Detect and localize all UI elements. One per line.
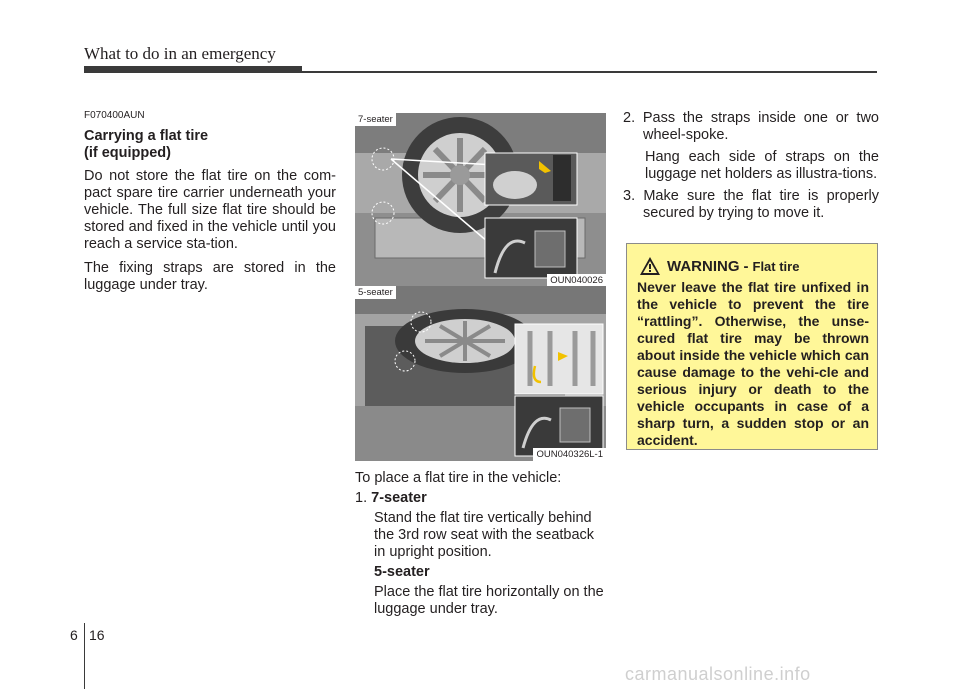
heading-line-1: Carrying a flat tire xyxy=(84,128,209,144)
figure-5-seater-illustration xyxy=(355,286,606,461)
section-code: F070400AUN xyxy=(84,110,145,121)
step-2: 2. Pass the straps inside one or two wheel-spoke. xyxy=(623,110,879,143)
warning-subject: Flat tire xyxy=(752,258,800,274)
footer-rule xyxy=(84,623,85,689)
warning-header xyxy=(639,256,869,276)
step-1b-title: 5-seater xyxy=(374,564,430,580)
step-1-heading xyxy=(355,490,607,507)
watermark: carmanualsonline.info xyxy=(625,664,811,684)
warning-box xyxy=(626,243,878,450)
section-heading xyxy=(84,128,336,162)
instructions-intro: To place a flat tire in the vehicle: xyxy=(355,470,562,486)
middle-column xyxy=(355,470,607,621)
warning-title xyxy=(667,258,799,275)
figure-2-code: OUN040326L-1 xyxy=(533,448,606,461)
paragraph-1: Do not store the flat tire on the com-pact spare tire carrier underneath your vehicle. The full size flat tire should be stored and fixed in the vehicle until you reach a service sta-tion. xyxy=(84,168,336,252)
step-2-sub: Hang each side of straps on the luggage net holders as illustra-tions. xyxy=(645,149,879,182)
paragraph-2: The fixing straps are stored in the luggage under tray. xyxy=(84,260,336,293)
figure-1-code: OUN040026 xyxy=(547,274,606,287)
figure-7-seater xyxy=(355,113,606,287)
warning-dash: - xyxy=(743,257,749,275)
figure-1-label: 7-seater xyxy=(355,113,396,126)
chapter-number: 6 xyxy=(70,627,78,643)
step-1-title: 7-seater xyxy=(371,490,427,506)
step-3: 3. Make sure the flat tire is properly secured by trying to move it. xyxy=(623,188,879,221)
page-number: 16 xyxy=(89,627,105,643)
right-column xyxy=(623,110,879,227)
page-header-title: What to do in an emergency xyxy=(84,44,276,63)
step-1-text: Stand the flat tire vertically behind the 3rd row seat with the seatback in upright position. xyxy=(374,510,595,560)
warning-word: WARNING xyxy=(667,257,740,275)
warning-text: Never leave the flat tire unfixed in the vehicle to prevent the tire “rattling”. Otherwise, the unse-cured flat tire may be thrown about inside the vehicle which can cause damage to the vehi-cle and serious injury or death to the vehicle occupants in case of a sharp turn, a sudden stop or an accident. xyxy=(637,279,869,448)
figure-7-seater-illustration xyxy=(355,113,606,287)
warning-triangle-icon xyxy=(639,256,661,276)
heading-line-2: (if equipped) xyxy=(84,145,171,161)
figure-5-seater xyxy=(355,286,606,461)
left-column xyxy=(84,110,336,301)
header-rule xyxy=(84,71,877,73)
step-1-number: 1. xyxy=(355,490,368,506)
figure-2-label: 5-seater xyxy=(355,286,396,299)
step-1b-text: Place the flat tire horizontally on the luggage under tray. xyxy=(374,584,604,617)
